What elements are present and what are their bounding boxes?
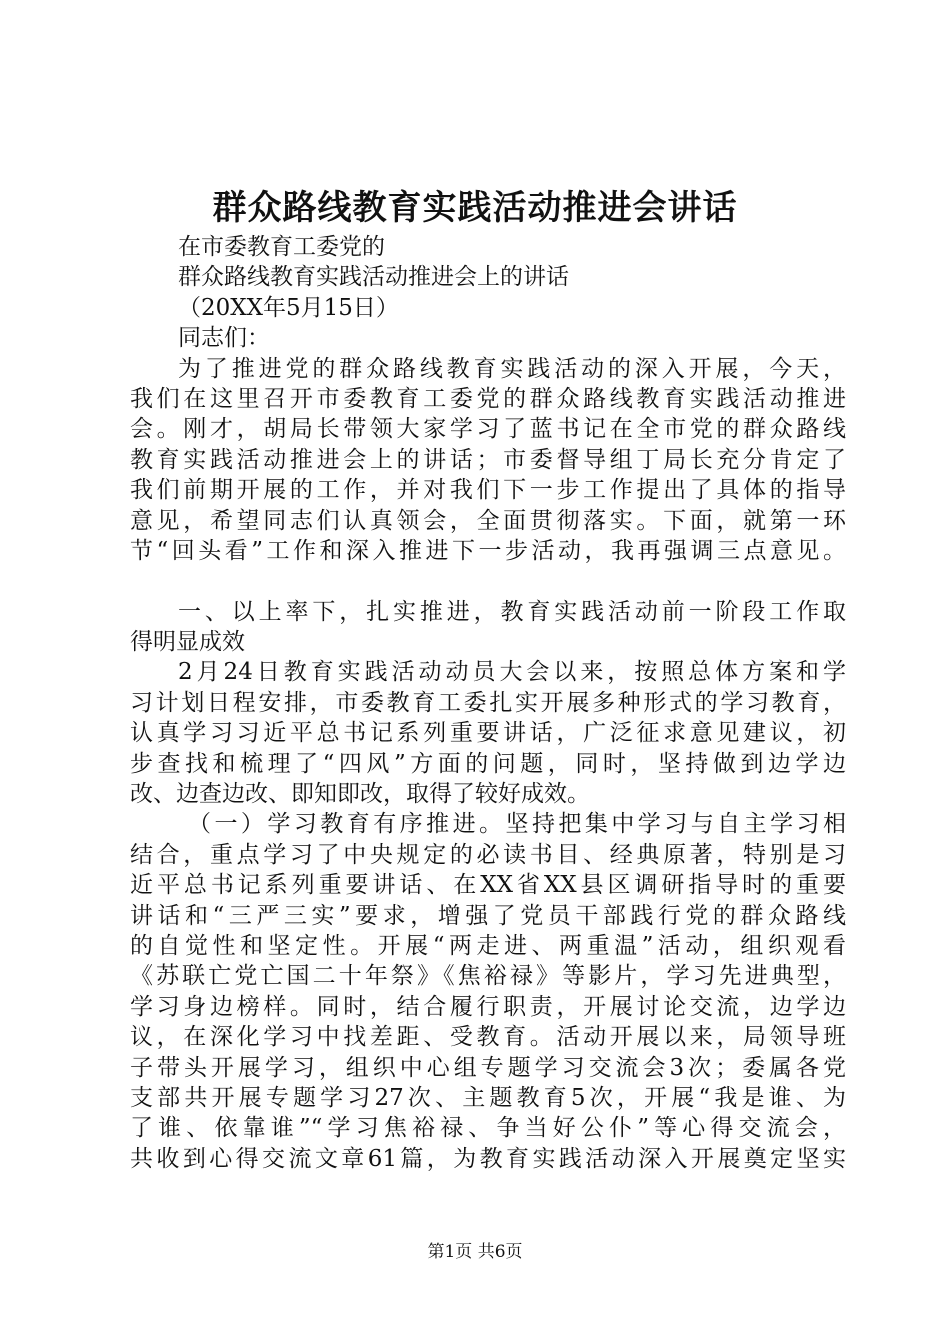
paragraph-line: 教育实践活动推进会上的讲话；市委督导组丁局长充分肯定了 [130, 446, 846, 473]
paragraph-line: 《苏联亡党亡国二十年祭》《焦裕禄》等影片，学习先进典型， [130, 963, 846, 990]
paragraph-line: 支部共开展专题学习27次、主题教育5次，开展“我是谁、为 [130, 1084, 846, 1111]
header-line: 在市委教育工委党的 [178, 234, 385, 260]
paragraph-line: 意见，希望同志们认真领会，全面贯彻落实。下面，就第一环 [130, 507, 846, 534]
paragraph-line: 步查找和梳理了“四风”方面的问题，同时，坚持做到边学边 [130, 750, 846, 777]
paragraph-line: 议，在深化学习中找差距、受教育。活动开展以来，局领导班 [130, 1024, 846, 1051]
paragraph-line: 近平总书记系列重要讲话、在XX省XX县区调研指导时的重要 [130, 872, 846, 899]
paragraph-line: 了谁、依靠谁”“学习焦裕禄、争当好公仆”等心得交流会， [130, 1115, 846, 1142]
blank-line [130, 566, 846, 596]
paragraph-line: 改、边查边改、即知即改，取得了较好成效。 [130, 781, 590, 808]
section-heading-line: 得明显成效 [130, 629, 245, 656]
paragraph-line: 讲话和“三严三实”要求，增强了党员干部践行党的群众路线 [130, 902, 846, 929]
paragraph-line: 共收到心得交流文章61篇，为教育实践活动深入开展奠定坚实 [130, 1145, 846, 1172]
paragraph-line: 子带头开展学习，组织中心组专题学习交流会3次；委属各党 [130, 1054, 846, 1081]
section-heading-line: 一、以上率下，扎实推进，教育实践活动前一阶段工作取 [178, 598, 846, 625]
paragraph-line: 为了推进党的群众路线教育实践活动的深入开展，今天， [178, 355, 846, 382]
paragraph-line: 我们前期开展的工作，并对我们下一步工作提出了具体的指导 [130, 477, 846, 504]
paragraph-line: （一）学习教育有序推进。坚持把集中学习与自主学习相 [188, 811, 846, 838]
header-line: （20XX年5月15日） [178, 294, 399, 321]
paragraph-line: 的自觉性和坚定性。开展“两走进、两重温”活动，组织观看 [130, 932, 846, 959]
document-body [130, 232, 846, 1174]
page-footer: 第1页 共6页 [427, 1242, 523, 1262]
paragraph-line: 2月24日教育实践活动动员大会以来，按照总体方案和学 [178, 659, 846, 686]
paragraph-line: 习计划日程安排，市委教育工委扎实开展多种形式的学习教育， [130, 689, 846, 716]
paragraph-line: 认真学习习近平总书记系列重要讲话，广泛征求意见建议，初 [130, 720, 846, 747]
paragraph-line: 结合，重点学习了中央规定的必读书目、经典原著，特别是习 [130, 841, 846, 868]
header-line: 群众路线教育实践活动推进会上的讲话 [178, 264, 569, 291]
salutation: 同志们： [178, 325, 270, 352]
page-title: 群众路线教育实践活动推进会讲话 [212, 188, 738, 228]
paragraph-line: 会。刚才，胡局长带领大家学习了蓝书记在全市党的群众路线 [130, 416, 846, 443]
paragraph-line: 学习身边榜样。同时，结合履行职责，开展讨论交流，边学边 [130, 993, 846, 1020]
paragraph-line: 节“回头看”工作和深入推进下一步活动，我再强调三点意见。 [130, 537, 846, 564]
paragraph-line: 我们在这里召开市委教育工委党的群众路线教育实践活动推进 [130, 385, 846, 412]
